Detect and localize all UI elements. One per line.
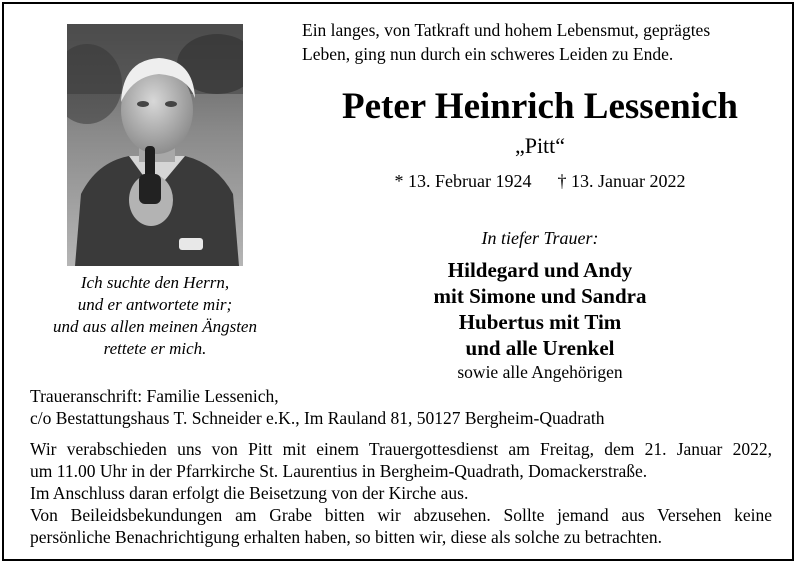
- notice-line: Von Beileidsbekundungen am Grabe bitten wir abzusehen. Sollte jemand aus Versehen keine: [30, 505, 772, 525]
- family-line: und alle Urenkel: [465, 336, 615, 360]
- intro-text: [302, 18, 772, 66]
- death-date: † 13. Januar 2022: [557, 171, 686, 191]
- family-line: Hubertus mit Tim: [458, 310, 622, 334]
- family-line: Hildegard und Andy: [447, 258, 633, 282]
- quote-line: und er antwortete mir;: [77, 295, 233, 314]
- portrait-photo: [67, 24, 243, 266]
- family-line: mit Simone und Sandra: [433, 284, 647, 308]
- birth-date: * 13. Februar 1924: [394, 171, 532, 191]
- intro-line: Leben, ging nun durch ein schweres Leiden zu Ende.: [302, 44, 674, 64]
- address-line: c/o Bestattungshaus T. Schneider e.K., Im Rauland 81, 50127 Bergheim-Quadrath: [30, 408, 605, 428]
- mourning-address: [30, 385, 780, 429]
- quote-line: rettete er mich.: [103, 339, 207, 358]
- quote-line: und aus allen meinen Ängsten: [53, 317, 257, 336]
- notice-line: um 11.00 Uhr in der Pfarrkirche St. Laurentius in Bergheim-Quadrath, Domackerstraße.: [30, 461, 648, 481]
- address-line: Traueranschrift: Familie Lessenich,: [30, 386, 279, 406]
- family-list: [290, 257, 790, 361]
- intro-line: Ein langes, von Tatkraft und hohem Lebensmut, geprägtes: [302, 20, 711, 40]
- notice-line: Im Anschluss daran erfolgt die Beisetzung von der Kirche aus.: [30, 483, 469, 503]
- bible-quote: [20, 272, 290, 360]
- quote-line: Ich suchte den Herrn,: [80, 273, 230, 292]
- funeral-notice: [30, 438, 772, 548]
- notice-line: persönliche Benachrichtigung erhalten haben, so bitten wir, diese als solche zu betrachten.: [30, 527, 662, 547]
- relatives-line: sowie alle Angehörigen: [457, 362, 623, 382]
- notice-line: Wir verabschieden uns von Pitt mit einem Trauergottesdienst am Freitag, dem 21. Januar 2022,: [30, 439, 772, 459]
- deceased-name: Peter Heinrich Lessenich: [342, 86, 738, 127]
- mourning-label: In tiefer Trauer:: [481, 228, 599, 248]
- nickname: „Pitt“: [514, 133, 566, 158]
- life-dates: [290, 169, 790, 193]
